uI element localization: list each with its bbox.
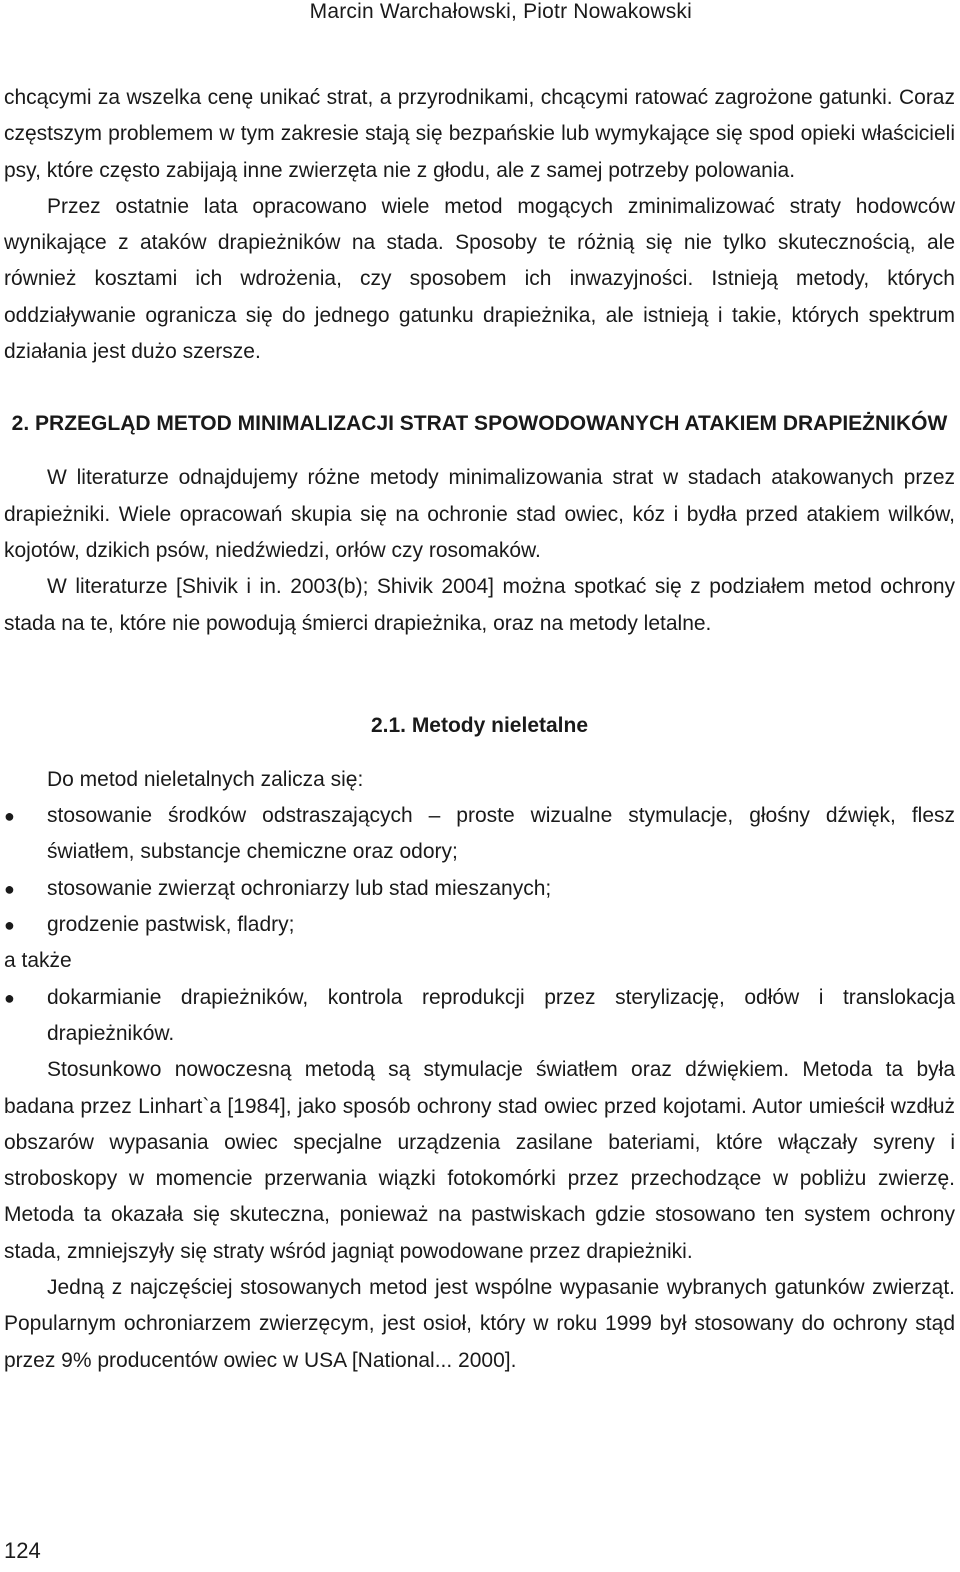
bullet-icon: ● bbox=[4, 915, 15, 936]
paragraph-intro-continuation: chcącymi za wszelka cenę unikać strat, a przyrodnikami, chcącymi ratować zagrożone gatunki. Coraz częstszym problemem w tym zakresie stają się bezpańskie lub wymykające się spod opieki właścicieli psy, które często zabijają inne zwierzęta nie z głodu, ale z samej potrzeby polowania. bbox=[4, 86, 955, 182]
list-item bbox=[4, 871, 955, 907]
list-item bbox=[4, 907, 955, 943]
paragraph-nonlethal-intro: Do metod nieletalnych zalicza się: bbox=[47, 767, 364, 791]
running-header-authors: Marcin Warchałowski, Piotr Nowakowski bbox=[309, 0, 692, 23]
paragraph-classification: W literaturze [Shivik i in. 2003(b); Shivik 2004] można spotkać się z podziałem metod ochrony stada na te, które nie powodują śmierci drapieżnika, oraz na metody letalne. bbox=[4, 575, 955, 635]
paragraph-guard-animals: Jedną z najczęściej stosowanych metod jest wspólne wypasanie wybranych gatunków zwierząt. Popularnym ochroniarzem zwierzęcym, jest osioł, który w roku 1999 był stosowany do ochrony stąd przez 9% producentów owiec w USA [National... 2000]. bbox=[4, 1276, 955, 1372]
subsection-heading-2-1: 2.1. Metody nieletalne bbox=[370, 713, 589, 737]
list-item-text: grodzenie pastwisk, fladry; bbox=[47, 913, 295, 937]
bullet-icon: ● bbox=[4, 806, 15, 827]
list-item-text: stosowanie środków odstraszających – proste wizualne stymulacje, głośny dźwięk, flesz światłem, substancje chemiczne oraz odory; bbox=[47, 804, 955, 864]
list-connector-text: a także bbox=[4, 949, 72, 973]
paragraph-literature: W literaturze odnajdujemy różne metody minimalizowania strat w stadach atakowanych przez drapieżniki. Wiele opracowań skupia się na ochronie stad owiec, kóz i bydła przed atakiem wilków, kojotów, dzikich psów, niedźwiedzi, orłów czy rosomaków. bbox=[4, 466, 955, 562]
bullet-icon: ● bbox=[4, 878, 15, 899]
list-item bbox=[4, 798, 955, 871]
list-item bbox=[4, 980, 955, 1053]
list-item-text: stosowanie zwierząt ochroniarzy lub stad mieszanych; bbox=[47, 876, 552, 900]
bullet-icon: ● bbox=[4, 987, 15, 1008]
nonlethal-methods-list-continued bbox=[4, 980, 955, 1053]
section-heading-2: 2. PRZEGLĄD METOD MINIMALIZACJI STRAT SPOWODOWANYCH ATAKIEM DRAPIEŻNIKÓW bbox=[11, 412, 948, 436]
nonlethal-methods-list bbox=[4, 798, 955, 943]
body-text bbox=[4, 80, 955, 1379]
paragraph-methods-overview: Przez ostatnie lata opracowano wiele metod mogących zminimalizować straty hodowców wynikające z ataków drapieżników na stada. Sposoby te różnią się nie tylko skutecznością, ale również kosztami ich wdrożenia, czy sposobem ich inwazyjności. Istnieją metody, których oddziaływanie ogranicza się do jednego gatunku drapieżnika, ale istnieją i takie, których spektrum działania jest dużo szersze. bbox=[4, 194, 955, 364]
page-number: 124 bbox=[4, 1538, 41, 1563]
paragraph-light-sound-stimulation: Stosunkowo nowoczesną metodą są stymulacje światłem oraz dźwiękiem. Metoda ta była badana przez Linhart`a [1984], jako sposób ochrony stad owiec przed kojotami. Autor umieścił wzdłuż obszarów wypasania owiec specjalne urządzenia zasilane bateriami, które włączały syreny i stroboskopy w momencie przerwania wiązki fotokomórki przez przechodzące w pobliżu zwierzę. Metoda ta okazała się skuteczna, ponieważ na pastwiskach gdzie stosowano ten system ochrony stada, zmniejszyły się straty wśród jagniąt powodowane przez drapieżniki. bbox=[4, 1058, 955, 1263]
list-item-text: dokarmianie drapieżników, kontrola reprodukcji przez sterylizację, odłów i translokacja drapieżników. bbox=[47, 985, 955, 1045]
